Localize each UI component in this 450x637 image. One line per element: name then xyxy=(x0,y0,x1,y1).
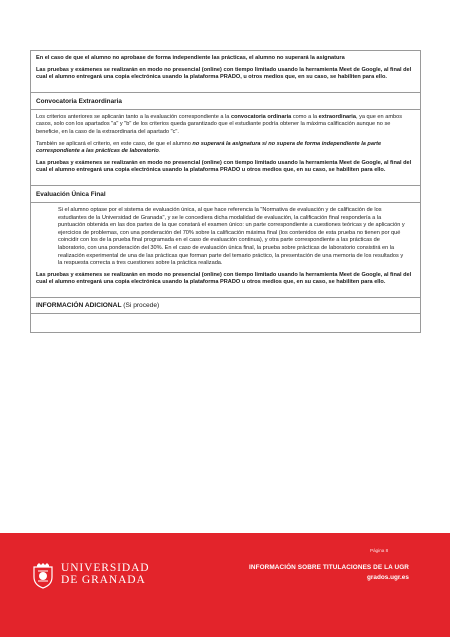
informacion-adicional-section xyxy=(30,297,421,333)
criteria-paragraph: Los criterios anteriores se aplicarán tanto a la evaluación correspondiente a la convocatoria ordinaria como a la extraordinaria, ya que en ambos casos, solo con los apartados "a" y "b" de los criterios queda garantizado que el estudiante podría obtener la máxima calificación aunque no se beneficie, en la caso de la extraordinaria del apartado "c". xyxy=(36,113,402,135)
university-name-line1: UNIVERSIDAD xyxy=(61,562,150,574)
page-number: Página 8 xyxy=(370,548,389,553)
titulaciones-info-text: INFORMACIÓN SOBRE TITULACIONES DE LA UGR xyxy=(249,564,409,571)
evaluacion-unica-body xyxy=(31,203,420,297)
extraordinaria-section xyxy=(30,92,421,185)
evaluacion-unica-section xyxy=(30,185,421,297)
online-exam-notice: Las pruebas y exámenes se realizarán en modo no presencial (online) con tiempo limitado usando la herramienta Meet de Google, al final del cual el alumno entregará una copia electrónica usando la plataforma PRADO u otros medios que, en su caso, se habiliten para ello. xyxy=(36,271,412,286)
university-crest-icon xyxy=(32,563,54,589)
extraordinaria-title: Convocatoria Extraordinaria xyxy=(31,93,420,110)
evaluacion-unica-title: Evaluación Única Final xyxy=(31,186,420,203)
practicas-requirement-text: En el caso de que el alumno no aprobase de forma independiente las prácticas, el alumno no superará la asignatura xyxy=(36,55,345,61)
informacion-adicional-content xyxy=(31,314,420,332)
online-exam-notice: Las pruebas y exámenes se realizarán en modo no presencial (online) con tiempo limitado usando la herramienta Meet de Google, al final del cual el alumno entregará una copia electrónica usando la plataforma PRADO, u otros medios que, en su caso, se habiliten para ello. xyxy=(36,66,412,81)
ordinaria-continuation-body xyxy=(31,51,420,92)
ordinaria-continuation-section xyxy=(30,50,421,92)
document-body xyxy=(30,50,421,333)
grados-link[interactable]: grados.ugr.es xyxy=(367,574,409,581)
lab-requirement-paragraph: También se aplicará el criterio, en este caso, de que el alumno no superará la asignatura si no supera de forma independiente la parte correspondiente a las prácticas de laboratorio. xyxy=(36,140,382,155)
online-exam-notice: Las pruebas y exámenes se realizarán en modo no presencial (online) con tiempo limitado usando la herramienta Meet de Google, al final del cual el alumno entregará una copia electrónica usando la plataforma PRADO u otros medios que, en su caso, se habiliten para ello. xyxy=(36,159,412,174)
informacion-adicional-title: INFORMACIÓN ADICIONAL (Si procede) xyxy=(31,298,420,314)
unica-description: Si el alumno optase por el sistema de evaluación única, al que hace referencia la "Normativa de evaluación y de calificación de los estudiantes de la Universidad de Granada", y se le concediera dicha modalidad de evaluación, la calificación final respondería a la puntuación obtenida en las dos partes de la que constará el examen único: un parte correspondiente a cuestiones teóricas y de aplicación y ejercicios de problemas, con una ponderación del 70% sobre la calificación máxima final (los contenidos de esta prueba no tienen por qué coincidir con los de la prueba final programada en el caso de evaluación continua), y otra parte correspondiente a las prácticas de laboratorio, con una ponderación del 30%. En el caso de evaluación única final, la prueba sobre prácticas de laboratorio consistirá en la realización experimental de una de las prácticas que forman parte del temario práctico, la presentación de una memoria de los resultados y la respuesta correcta a tres cuestiones sobre la práctica realizada. xyxy=(58,206,405,267)
university-name-line2: DE GRANADA xyxy=(61,574,146,586)
extraordinaria-body xyxy=(31,110,420,185)
